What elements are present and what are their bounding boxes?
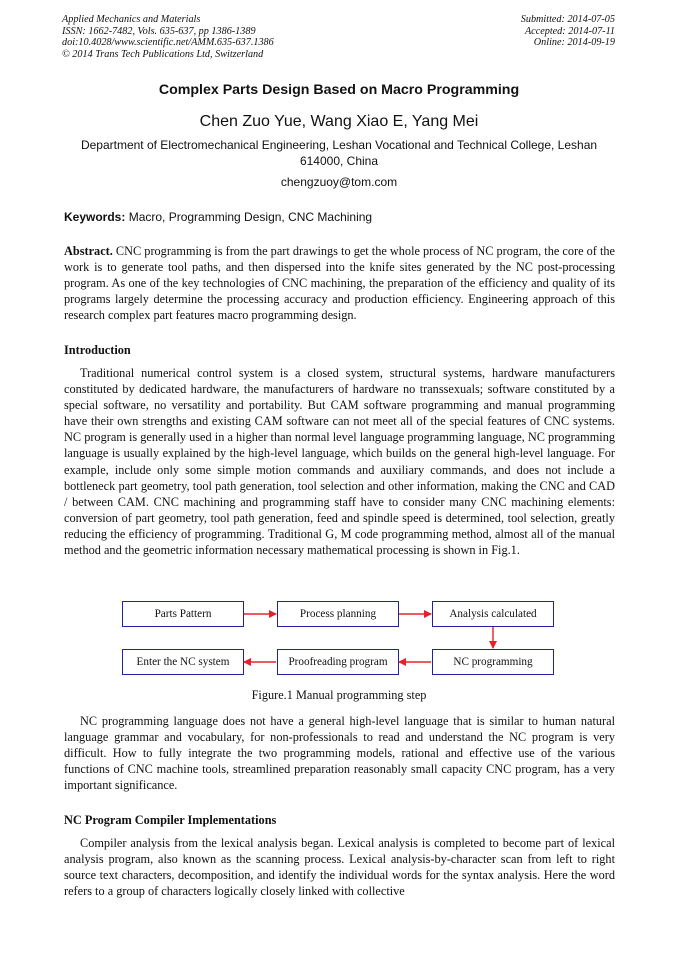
paper-title: Complex Parts Design Based on Macro Programming	[158, 82, 520, 98]
doi-line: doi:10.4028/www.scientific.net/AMM.635-637.1386	[62, 37, 274, 48]
flow-box-process-planning: Process planning	[277, 601, 399, 627]
introduction-heading: Introduction	[64, 343, 131, 357]
dates-info	[521, 14, 615, 49]
abstract	[64, 243, 615, 323]
journal-name: Applied Mechanics and Materials	[62, 14, 201, 25]
abstract-label: Abstract.	[64, 244, 113, 258]
author-email: chengzuoy@tom.com	[280, 175, 398, 189]
abstract-text: CNC programming is from the part drawings to get the whole process of NC program, the core of the work is to generate tool paths, and then dispersed into the knife sites generated by the NC post-processing program. As one of the key technologies of CNC machining, the preparation of the efficiency and quality of its programs largely determine the processing accuracy and production efficiency. Engineering approach of this research complex part features macro programming design.	[64, 244, 615, 323]
keywords-text: Macro, Programming Design, CNC Machining	[125, 210, 373, 224]
compiler-heading: NC Program Compiler Implementations	[64, 813, 277, 827]
affiliation: Department of Electromechanical Engineering, Leshan Vocational and Technical College, Leshan 614000, China	[80, 138, 598, 168]
submitted-date: Submitted: 2014-07-05	[520, 14, 615, 25]
copyright-line: © 2014 Trans Tech Publications Ltd, Switzerland	[62, 48, 264, 60]
publication-info	[62, 14, 274, 60]
introduction-paragraph-1: Traditional numerical control system is a closed system, structural systems, hardware manufacturers constituted by dedicated hardware, the manufacturers of hardware no transsexuals; software constituted by a special software, no versatility and portability. But CAM software programming and manual programming have their own strengths and existing CAM software can not meet all of the special features of CNC systems. NC program is generally used in a higher than normal level language programming language, NC programming language is usually explained by the high-level language, which builds on the general high-level language. For example, include only some simple motion commands and auxiliary commands, and does not include a bottleneck part geometry, tool path generation, tool selection and other information, making the CNC and CAD / between CAM. CNC machining and programming staff have to consider many CNC machining elements: conversion of part geometry, tool path generation, feed and spindle speed is determined, tool selection, greatly reducing the efficiency of programming. Traditional G, M code programming method, almost all of the manual method and the geometric information necessary mathematical processing is shown in Fig.1.	[64, 366, 615, 558]
author-list: Chen Zuo Yue, Wang Xiao E, Yang Mei	[199, 113, 479, 130]
flow-box-proofreading-program: Proofreading program	[277, 649, 399, 675]
flow-box-analysis-calculated: Analysis calculated	[432, 601, 554, 627]
compiler-paragraph-1: Compiler analysis from the lexical analysis began. Lexical analysis is completed to become part of lexical analysis program, also known as the scanning process. Lexical analysis-by-character scan from left to right source text characters, decomposition, and identify the individual words for the syntax analysis. Here the word refers to a group of characters logically closely linked with collective	[64, 836, 615, 899]
flow-box-enter-nc-system: Enter the NC system	[122, 649, 244, 675]
keywords	[64, 210, 616, 224]
flow-box-parts-pattern: Parts Pattern	[122, 601, 244, 627]
issn-line: ISSN: 1662-7482, Vols. 635-637, pp 1386-1389	[62, 25, 256, 37]
flow-box-nc-programming: NC programming	[432, 649, 554, 675]
online-date: Online: 2014-09-19	[533, 37, 615, 48]
figure-caption: Figure.1 Manual programming step	[251, 688, 427, 702]
accepted-date: Accepted: 2014-07-11	[524, 25, 615, 37]
introduction-paragraph-2: NC programming language does not have a general high-level language that is similar to human natural language grammar and vocabulary, for non-professionals to read and understand the NC program is very difficult. How to fully integrate the two programming models, rational and effective use of the various functions of CNC machine tools, streamlined preparation reasonably small capacity CNC program, has a very important significance.	[64, 714, 615, 793]
keywords-label: Keywords:	[64, 210, 126, 224]
